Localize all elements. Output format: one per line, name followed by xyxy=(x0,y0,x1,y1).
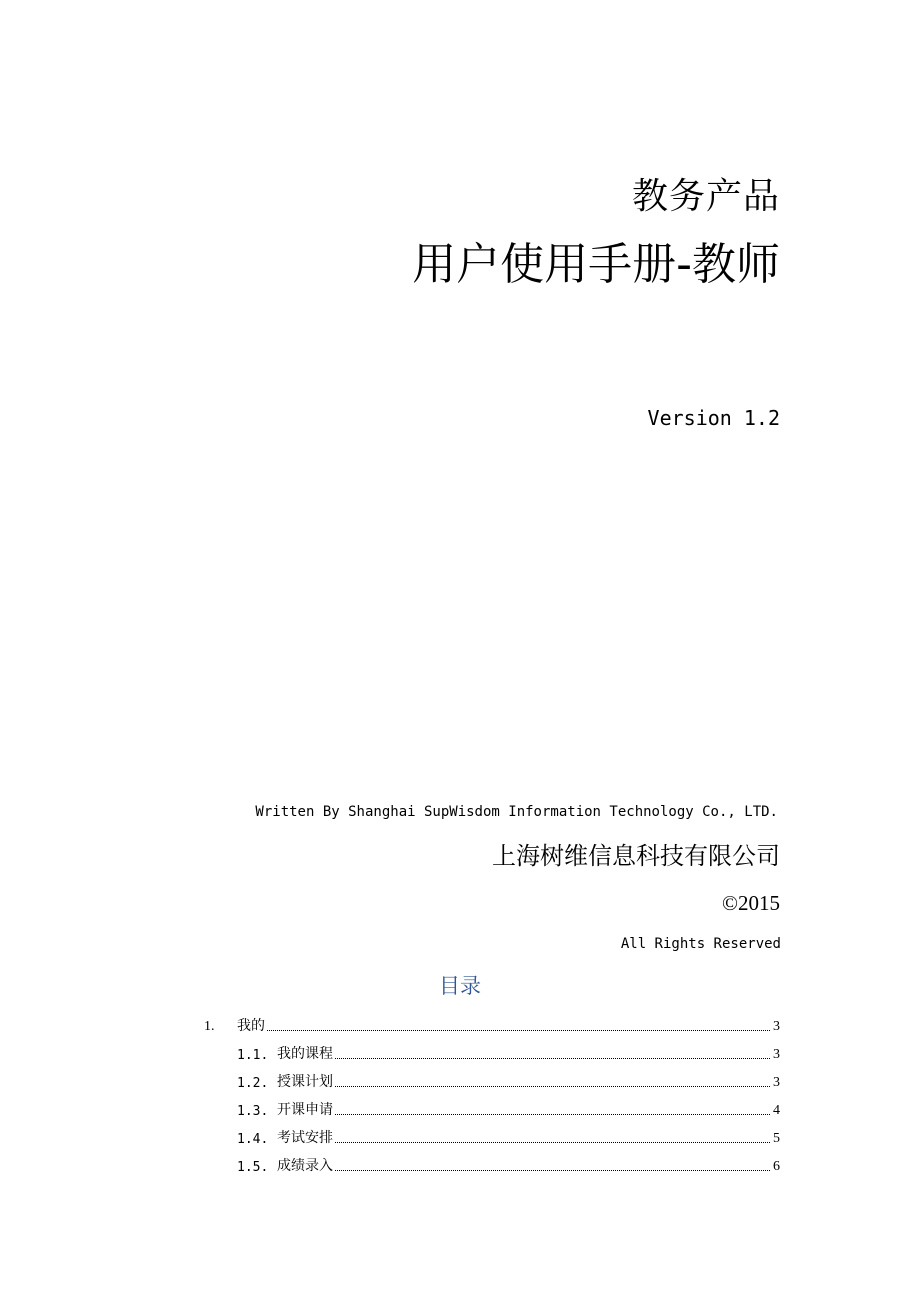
toc-entry-page: 5 xyxy=(773,1131,780,1146)
toc-entry-number: 1.5. xyxy=(237,1160,269,1175)
toc-entry-1-3[interactable] xyxy=(237,1097,780,1119)
toc-entry-1-5[interactable] xyxy=(237,1153,780,1175)
toc-dot-leader xyxy=(335,1141,770,1143)
toc-dot-leader xyxy=(335,1113,770,1115)
toc-title: 目录 xyxy=(439,974,481,998)
manual-title: 用户使用手册-教师 xyxy=(412,239,780,290)
toc-entry-text: 开课申请 xyxy=(277,1103,333,1118)
toc-dot-leader xyxy=(335,1169,770,1171)
rights-reserved: All Rights Reserved xyxy=(620,936,781,952)
toc-entry-page: 3 xyxy=(773,1019,780,1034)
product-name: 教务产品 xyxy=(631,176,780,217)
toc-entry-text: 授课计划 xyxy=(277,1075,333,1090)
toc-entry-number: 1.2. xyxy=(237,1076,269,1091)
toc-entry-number: 1.1. xyxy=(237,1048,269,1063)
toc-entry-text: 考试安排 xyxy=(277,1131,333,1146)
version-label: Version 1.2 xyxy=(647,406,780,430)
toc-entry-text: 我的 xyxy=(237,1019,265,1034)
toc-entry-1-1[interactable] xyxy=(237,1041,780,1063)
toc-entry-number: 1.3. xyxy=(237,1104,269,1119)
toc-dot-leader xyxy=(267,1029,770,1031)
copyright-year: ©2015 xyxy=(722,891,780,915)
toc-entry-page: 4 xyxy=(773,1103,780,1118)
toc-entry-page: 6 xyxy=(773,1159,780,1174)
company-name: 上海树维信息科技有限公司 xyxy=(492,842,780,870)
toc-entry-page: 3 xyxy=(773,1075,780,1090)
toc-entry-number: 1.4. xyxy=(237,1132,269,1147)
toc-entry-1-4[interactable] xyxy=(237,1125,780,1147)
toc-entry-number: 1. xyxy=(204,1019,215,1034)
toc-entry-text: 成绩录入 xyxy=(277,1159,333,1174)
toc-entry-1[interactable] xyxy=(204,1013,780,1035)
toc-entry-page: 3 xyxy=(773,1047,780,1062)
written-by-line: Written By Shanghai SupWisdom Information Technology Co., LTD. xyxy=(255,804,778,820)
toc-entry-text: 我的课程 xyxy=(277,1047,333,1062)
toc-dot-leader xyxy=(335,1085,770,1087)
toc-dot-leader xyxy=(335,1057,770,1059)
toc-entry-1-2[interactable] xyxy=(237,1069,780,1091)
